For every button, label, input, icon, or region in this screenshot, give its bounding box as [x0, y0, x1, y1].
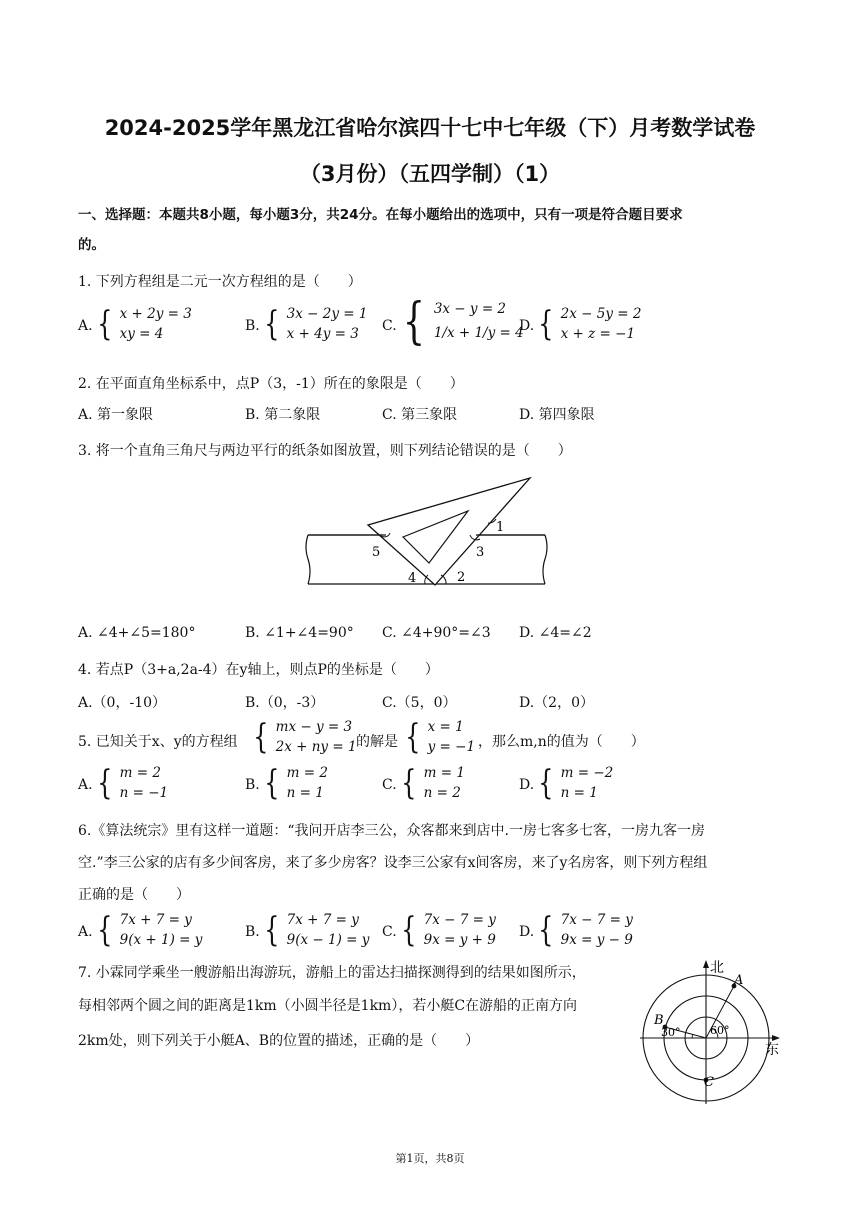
angle-label-2: 2 — [457, 570, 466, 585]
equation: 2x + ny = 1 — [275, 739, 357, 755]
q2-option-b: B. 第二象限 — [245, 407, 321, 423]
strip-right-torn-edge — [543, 535, 547, 584]
equation: 7x + 7 = y — [286, 912, 359, 928]
equation: x + 2y = 3 — [119, 306, 192, 322]
angle-label-4: 4 — [408, 571, 417, 586]
q6-option-c-label: C. — [382, 924, 397, 940]
q5-option-b-system: { m = 2 n = 1 — [264, 763, 328, 803]
equation: 3x − y = 2 — [433, 301, 507, 317]
q5-option-d-system: { m = −2 n = 1 — [538, 763, 614, 803]
q3-triangle-strip-figure — [300, 475, 555, 590]
equation: x + z = −1 — [560, 326, 636, 342]
equation: 9(x − 1) = y — [286, 932, 370, 948]
q3-option-a: A. ∠4+∠5=180° — [78, 625, 196, 641]
q1-option-b-label: B. — [245, 318, 260, 334]
angle-label-5: 5 — [372, 545, 381, 560]
north-label: 北 — [710, 960, 724, 976]
question-6-line1: 6.《算法统宗》里有这样一道题：“我问开店李三公，众客都来到店中.一房七客多七客，一房九客一房 — [78, 823, 705, 839]
q1-option-d-label: D. — [519, 318, 535, 334]
q6-option-d-label: D. — [519, 924, 535, 940]
q5-option-a-label: A. — [78, 777, 93, 793]
equation: m = 2 — [119, 765, 161, 781]
question-6-line3: 正确的是（ ） — [78, 887, 190, 903]
equation: m = 1 — [423, 765, 465, 781]
q5-equation-system: { mx − y = 3 2x + ny = 1 — [253, 717, 357, 757]
equation: 7x − 7 = y — [423, 912, 496, 928]
question-5-stem-c: ，那么m,n的值为（ ） — [478, 734, 645, 750]
q5-option-c-label: C. — [382, 777, 397, 793]
q5-option-c-system: { m = 1 n = 2 — [401, 763, 465, 803]
exam-title-line2: （3月份）（五四学制）（1） — [299, 162, 561, 186]
q3-option-c: C. ∠4+90°=∠3 — [382, 625, 491, 641]
q6-option-d-system: { 7x − 7 = y 9x = y − 9 — [538, 910, 633, 950]
question-5-stem-b: 的解是 — [356, 734, 398, 750]
question-4-stem: 4. 若点P（3+a,2a-4）在y轴上，则点P的坐标是（ ） — [78, 662, 439, 678]
q4-option-a: A.（0，-10） — [78, 695, 167, 711]
equation: n = 1 — [560, 785, 598, 801]
equation: x + 4y = 3 — [286, 326, 359, 342]
question-7-line1: 7. 小霖同学乘坐一艘游船出海游玩，游船上的雷达扫描探测得到的结果如图所示， — [78, 965, 586, 981]
label-b: B — [654, 1013, 664, 1028]
q2-option-c: C. 第三象限 — [382, 407, 458, 423]
equation: 7x − 7 = y — [560, 912, 633, 928]
angle-label-3: 3 — [476, 545, 485, 560]
q1-option-c-system: { 3x − y = 2 1/x + 1/y = 4 — [402, 292, 524, 350]
equation: 3x − 2y = 1 — [286, 306, 368, 322]
question-6-line2: 空.”李三公家的店有多少间客房，来了多少房客？设李三公家有x间客房，来了y名房客，则下列方程组 — [78, 855, 708, 871]
q4-option-b: B.（0，-3） — [245, 695, 325, 711]
label-c: C — [704, 1075, 714, 1090]
q3-option-b: B. ∠1+∠4=90° — [245, 625, 354, 641]
q6-option-c-system: { 7x − 7 = y 9x = y + 9 — [401, 910, 496, 950]
q5-solution-system: { x = 1 y = −1 — [405, 717, 476, 757]
label-a: A — [734, 973, 744, 988]
q5-option-b-label: B. — [245, 777, 260, 793]
q5-option-a-system: { m = 2 n = −1 — [97, 763, 169, 803]
q1-option-a-system: { x + 2y = 3 xy = 4 — [97, 304, 192, 344]
q4-option-d: D.（2，0） — [519, 695, 594, 711]
q6-option-b-system: { 7x + 7 = y 9(x − 1) = y — [264, 910, 370, 950]
equation: n = −1 — [119, 785, 169, 801]
east-label: 东 — [765, 1042, 779, 1058]
equation: m = 2 — [286, 765, 328, 781]
angle-label-60: 60° — [710, 1024, 730, 1037]
q1-option-c-label: C. — [382, 318, 397, 334]
question-7-line2: 每相邻两个圆之间的距离是1km（小圆半径是1km），若小艇C在游船的正南方向 — [78, 998, 578, 1014]
q1-option-a-label: A. — [78, 318, 93, 334]
q4-option-c: C.（5，0） — [382, 695, 457, 711]
strip-left-torn-edge — [306, 535, 310, 584]
q2-option-d: D. 第四象限 — [519, 407, 595, 423]
equation: 9x = y − 9 — [560, 932, 633, 948]
angle-label-1: 1 — [496, 520, 505, 535]
equation: m = −2 — [560, 765, 614, 781]
equation: mx − y = 3 — [275, 719, 353, 735]
equation: n = 1 — [286, 785, 324, 801]
question-3-stem: 3. 将一个直角三角尺与两边平行的纸条如图放置，则下列结论错误的是（ ） — [78, 443, 572, 459]
equation: 7x + 7 = y — [119, 912, 192, 928]
q6-option-a-system: { 7x + 7 = y 9(x + 1) = y — [97, 910, 203, 950]
angle-label-30: 30° — [661, 1026, 681, 1039]
question-7-line3: 2km处，则下列关于小艇A、B的位置的描述，正确的是（ ） — [78, 1033, 480, 1049]
equation: 9(x + 1) = y — [119, 932, 203, 948]
question-5-stem-a: 5. 已知关于x、y的方程组 — [78, 734, 238, 750]
equation: x = 1 — [427, 719, 464, 735]
section1-instructions-cont: 的。 — [78, 237, 105, 253]
q7-radar-figure — [630, 958, 790, 1108]
equation: 9x = y + 9 — [423, 932, 496, 948]
equation: 1/x + 1/y = 4 — [433, 325, 524, 341]
page-footer: 第1页，共8页 — [395, 1152, 465, 1165]
equation: n = 2 — [423, 785, 461, 801]
q6-option-a-label: A. — [78, 924, 93, 940]
q6-option-b-label: B. — [245, 924, 260, 940]
q5-option-d-label: D. — [519, 777, 535, 793]
q2-option-a: A. 第一象限 — [78, 407, 154, 423]
q3-option-d: D. ∠4=∠2 — [519, 625, 592, 641]
east-arrow-icon — [772, 1035, 780, 1041]
q1-option-d-system: { 2x − 5y = 2 x + z = −1 — [538, 304, 642, 344]
equation: 2x − 5y = 2 — [560, 306, 642, 322]
section1-instructions: 一、选择题：本题共8小题，每小题3分，共24分。在每小题给出的选项中，只有一项是符合题目要求 — [78, 207, 683, 223]
equation: xy = 4 — [119, 326, 164, 342]
question-1-stem: 1. 下列方程组是二元一次方程组的是（ ） — [78, 274, 362, 290]
equation: y = −1 — [427, 739, 476, 755]
north-arrow-icon — [703, 960, 709, 968]
exam-title-line1: 2024-2025学年黑龙江省哈尔滨四十七中七年级（下）月考数学试卷 — [104, 116, 756, 140]
q1-option-b-system: { 3x − 2y = 1 x + 4y = 3 — [264, 304, 368, 344]
question-2-stem: 2. 在平面直角坐标系中，点P（3，-1）所在的象限是（ ） — [78, 376, 464, 392]
